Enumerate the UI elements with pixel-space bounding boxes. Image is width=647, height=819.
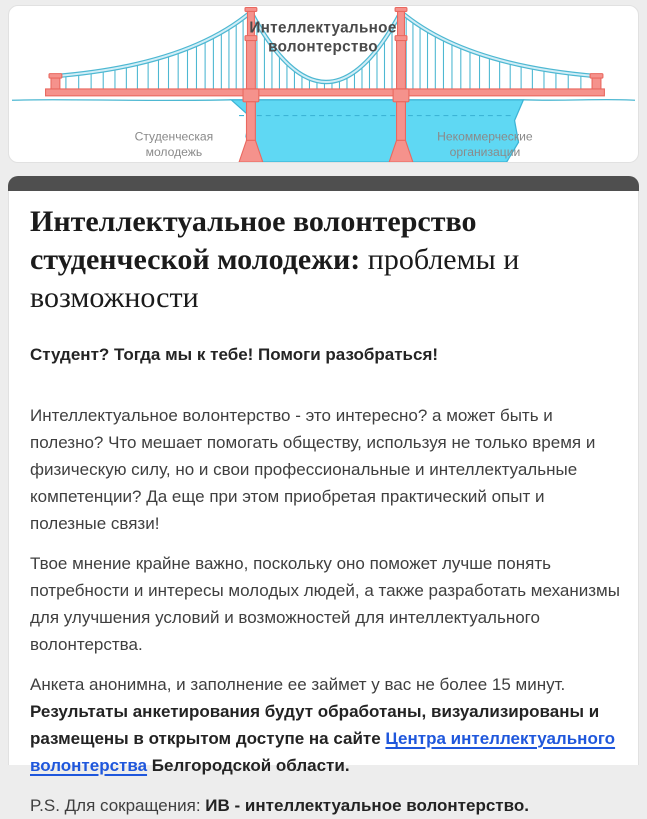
right-shoreline <box>523 100 635 101</box>
paragraph-opinion: Твое мнение крайне важно, поскольку оно поможет лучше понять потребности и интересы молодых людей, а также разработать механизмы для улучшения условий и возможностей для интеллектуального волонтерства. <box>30 554 620 654</box>
paragraph-anonymous: Анкета анонимна, и заполнение ее займет у вас не более 15 минут. <box>30 675 566 694</box>
paragraph-intro: Интеллектуальное волонтерство - это интересно? а может быть и полезно? Что мешает помогать обществу, используя не только время и физическую силу, но и свои профессиональные и интеллектуальные компетенции? Да еще при этом приобретая практический опыт и полезные связи! <box>30 406 596 533</box>
page-title-bold: Интеллектуальное волонтерство студенческой молодежи: <box>30 205 477 276</box>
volunteer-center-link[interactable]: Центра интеллектуального волонтерства <box>30 729 616 775</box>
results-bold-text: Результаты анкетирования будут обработаны, визуализированы и размещены в открытом доступе на сайте <box>30 702 600 748</box>
nonprofit-label-line2: организации <box>449 145 521 160</box>
page <box>0 5 647 815</box>
postscript-regular: P.S. Для сокращения: <box>30 796 206 815</box>
subtitle: Студент? Тогда мы к тебе! Помоги разобраться! <box>30 345 439 364</box>
hero-image-card <box>8 5 639 163</box>
form-card <box>8 191 639 815</box>
bridge-top-label-line1: Интеллектуальное <box>249 19 397 37</box>
bridge-deck <box>46 89 605 96</box>
postscript-bold: ИВ - интеллектуальное волонтерство. <box>205 796 529 815</box>
nonprofit-label-line1: Некоммерческие <box>437 129 533 144</box>
bridge-top-label-line2: волонтерство <box>268 38 378 56</box>
postscript <box>30 792 620 819</box>
bridge-illustration <box>9 6 638 162</box>
header-accent-bar <box>8 176 639 191</box>
page-title <box>30 203 620 317</box>
student-youth-label-line1: Студенческая <box>134 129 214 144</box>
left-shoreline <box>12 100 231 101</box>
region-bold-text: Белгородской области. <box>147 756 350 775</box>
student-youth-label-line2: молодежь <box>145 145 203 160</box>
page-title-regular: проблемы и возможности <box>30 243 520 314</box>
paragraph-results <box>30 698 620 779</box>
